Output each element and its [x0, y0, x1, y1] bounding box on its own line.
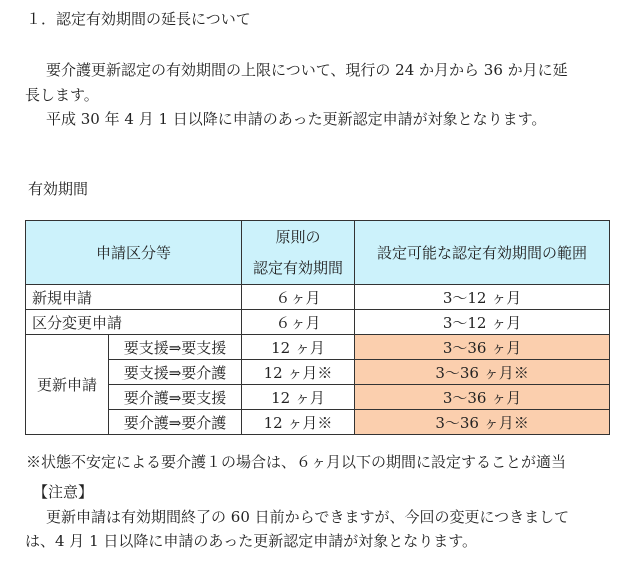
header-principle-line-1: 原則の	[275, 227, 321, 246]
renewal-principle: 12 ヶ月	[242, 385, 355, 410]
renewal-sub-category: 要介護⇒要支援	[109, 385, 242, 410]
paragraph-1-line-2: 長します。	[25, 86, 99, 104]
header-category: 申請区分等	[26, 221, 242, 285]
renewal-principle: 12 ヶ月※	[242, 410, 355, 435]
renewal-range-highlighted: 3〜36 ヶ月	[355, 335, 610, 360]
table-row	[26, 335, 610, 360]
section-heading: １．認定有効期間の延長について	[26, 10, 251, 28]
header-principle-line-2: 認定有効期間	[253, 258, 344, 277]
header-allowed-range: 設定可能な認定有効期間の範囲	[355, 221, 610, 285]
renewal-sub-category: 要支援⇒要支援	[109, 335, 242, 360]
row-principle-change: ６ヶ月	[242, 310, 355, 335]
table-caption: 有効期間	[28, 180, 89, 198]
caution-line-2: は、4 月 1 日以降に申請のあった更新認定申請が対象となります。	[25, 532, 478, 550]
validity-period-table	[25, 220, 610, 435]
row-principle-new: ６ヶ月	[242, 285, 355, 310]
renewal-range-highlighted: 3〜36 ヶ月	[355, 385, 610, 410]
renewal-sub-category: 要支援⇒要介護	[109, 360, 242, 385]
renewal-principle: 12 ヶ月※	[242, 360, 355, 385]
row-range-change: 3〜12 ヶ月	[355, 310, 610, 335]
caution-line-1: 更新申請は有効期間終了の 60 日前からできますが、今回の変更につきまして	[46, 508, 570, 526]
table-row	[26, 410, 610, 435]
renewal-range-highlighted: 3〜36 ヶ月※	[355, 410, 610, 435]
renewal-range-highlighted: 3〜36 ヶ月※	[355, 360, 610, 385]
table-row	[26, 385, 610, 410]
renewal-sub-category: 要介護⇒要介護	[109, 410, 242, 435]
table-header-row	[26, 221, 610, 285]
renewal-group-label: 更新申請	[26, 335, 109, 435]
paragraph-2: 平成 30 年 4 月 1 日以降に申請のあった更新認定申請が対象となります。	[46, 110, 547, 128]
row-category-new: 新規申請	[26, 285, 242, 310]
table-row	[26, 310, 610, 335]
table-row	[26, 285, 610, 310]
row-range-new: 3〜12 ヶ月	[355, 285, 610, 310]
renewal-principle: 12 ヶ月	[242, 335, 355, 360]
paragraph-1-line-1: 要介護更新認定の有効期間の上限について、現行の 24 か月から 36 か月に延	[46, 61, 568, 79]
table-footnote: ※状態不安定による要介護１の場合は、６ヶ月以下の期間に設定することが適当	[26, 453, 567, 471]
row-category-change: 区分変更申請	[26, 310, 242, 335]
caution-label: 【注意】	[33, 483, 94, 501]
header-principle-period	[242, 221, 355, 285]
table-row	[26, 360, 610, 385]
